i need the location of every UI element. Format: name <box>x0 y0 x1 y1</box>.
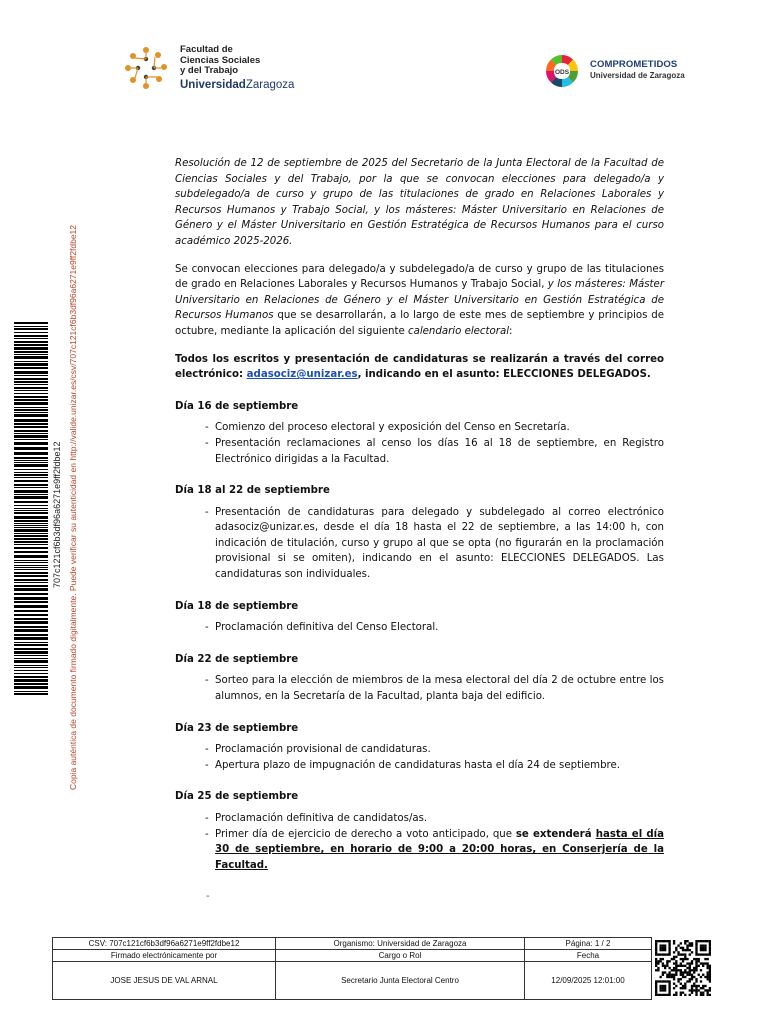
trailing-dash: - <box>206 891 210 903</box>
university-name: UniversidadZaragoza <box>180 79 295 91</box>
qr-cell <box>652 938 715 1000</box>
submission-notice: Todos los escritos y presentación de candidaturas se realizarán a través del correo electrónico: adasociz@unizar.es, indicando en el asunto: ELECCIONES DELEGADOS. <box>175 353 664 381</box>
list-item: - Presentación reclamaciones al censo los días 16 al 18 de septiembre, en Registro Electrónico dirigidas a la Facultad. <box>205 436 664 467</box>
signer-name: JOSE JESUS DE VAL ARNAL <box>53 962 276 1000</box>
signature-table <box>52 937 714 1000</box>
day-heading: Día 25 de septiembre <box>175 791 299 803</box>
email-link[interactable]: adasociz@unizar.es <box>246 369 358 381</box>
day-heading: Día 23 de septiembre <box>175 722 299 734</box>
fecha-label: Fecha <box>525 950 652 962</box>
side-verification <box>8 224 83 800</box>
day-heading: Día 18 de septiembre <box>175 600 299 612</box>
verify-link-text[interactable]: Copia auténtica de documento firmado digitalmente. Puede verificar su autenticidad en http://valide.unizar.es/csv/707c121cf6b3df96a6271e9ff2fdbe12 <box>68 224 78 790</box>
firmado-label: Firmado electrónicamente por <box>53 950 276 962</box>
cargo-label: Cargo o Rol <box>276 950 525 962</box>
day-heading: Día 16 de septiembre <box>175 400 299 412</box>
list-item: - Comienzo del proceso electoral y exposición del Censo en Secretaría. <box>205 420 664 436</box>
csv-vertical-code: 707c121cf6b3df96a6271e9ff2fdbe12 <box>52 441 62 588</box>
organismo-cell: Organismo: Universidad de Zaragoza <box>276 938 525 950</box>
day-heading: Día 22 de septiembre <box>175 653 299 665</box>
list-item: - Proclamación definitiva del Censo Electoral. <box>205 620 664 636</box>
ods-wheel-icon <box>544 54 580 88</box>
document-body <box>175 156 664 905</box>
resolution-title: Resolución de 12 de septiembre de 2025 del Secretario de la Junta Electoral de la Facultad de Ciencias Sociales y del Trabajo, por la que se convocan elecciones para delegado/a y subdelegado/a de curso y grupo de las titulaciones de grado en Relaciones Laborales y Recursos Humanos y Trabajo Social, y los másteres: Máster Universitario en Relaciones de Género y el Máster Universitario en Gestión Estratégica de Recursos Humanos para el curso académico 2025-2026. <box>175 158 664 247</box>
signer-role: Secretario Junta Electoral Centro <box>276 962 525 1000</box>
pagina-cell: Página: 1 / 2 <box>525 938 652 950</box>
faculty-name: Facultad de Ciencias Sociales y del Trabajo <box>180 44 261 76</box>
barcode-icon <box>14 320 48 700</box>
faculty-emblem-icon <box>124 46 168 90</box>
comprometidos-title: COMPROMETIDOS <box>590 59 678 70</box>
signature-footer <box>52 937 716 1000</box>
list-item: - Sorteo para la elección de miembros de la mesa electoral del día 2 de octubre entre los alumnos, en la Secretaría de la Facultad, planta baja del edificio. <box>205 673 664 704</box>
list-item: - Primer día de ejercicio de derecho a voto anticipado, que se extenderá hasta el día 30 de septiembre, en horario de 9:00 a 20:00 horas, en Conserjería de la Facultad. <box>205 827 664 874</box>
list-item: - Apertura plazo de impugnación de candidaturas hasta el día 24 de septiembre. <box>205 758 664 774</box>
list-item: - Proclamación definitiva de candidatos/as. <box>205 811 664 827</box>
qr-code-icon[interactable] <box>655 940 711 996</box>
csv-cell: CSV: 707c121cf6b3df96a6271e9ff2fdbe12 <box>53 938 276 950</box>
day-heading: Día 18 al 22 de septiembre <box>175 485 330 497</box>
comprometidos-logo <box>544 54 724 88</box>
comprometidos-subtitle: Universidad de Zaragoza <box>590 71 685 80</box>
signature-date: 12/09/2025 12:01:00 <box>525 962 652 1000</box>
list-item: - Presentación de candidaturas para delegado y subdelegado al correo electrónico adasociz@unizar.es, desde el día 18 hasta el 22 de septiembre, a las 14:00 h, con indicación de titulación, curso y grupo al que se opta (no figurarán en la proclamación provisional si se omiten), indicando en el asunto: ELECCIONES DELEGADOS. Las candidaturas son individuales. <box>205 505 664 583</box>
faculty-logo <box>124 44 324 94</box>
svg-text:ODS: ODS <box>554 69 570 76</box>
list-item: - Proclamación provisional de candidaturas. <box>205 742 664 758</box>
intro-paragraph: Se convocan elecciones para delegado/a y subdelegado/a de curso y grupo de las titulaciones de grado en Relaciones Laborales y Recursos Humanos y Trabajo Social, y los másteres: Máster Universitario en Relaciones de Género y el Máster Universitario en Gestión Estratégica de Recursos Humanos que se desarrollarán, a lo largo de este mes de septiembre y principios de octubre, mediante la aplicación del siguiente calendario electoral: <box>175 263 665 337</box>
